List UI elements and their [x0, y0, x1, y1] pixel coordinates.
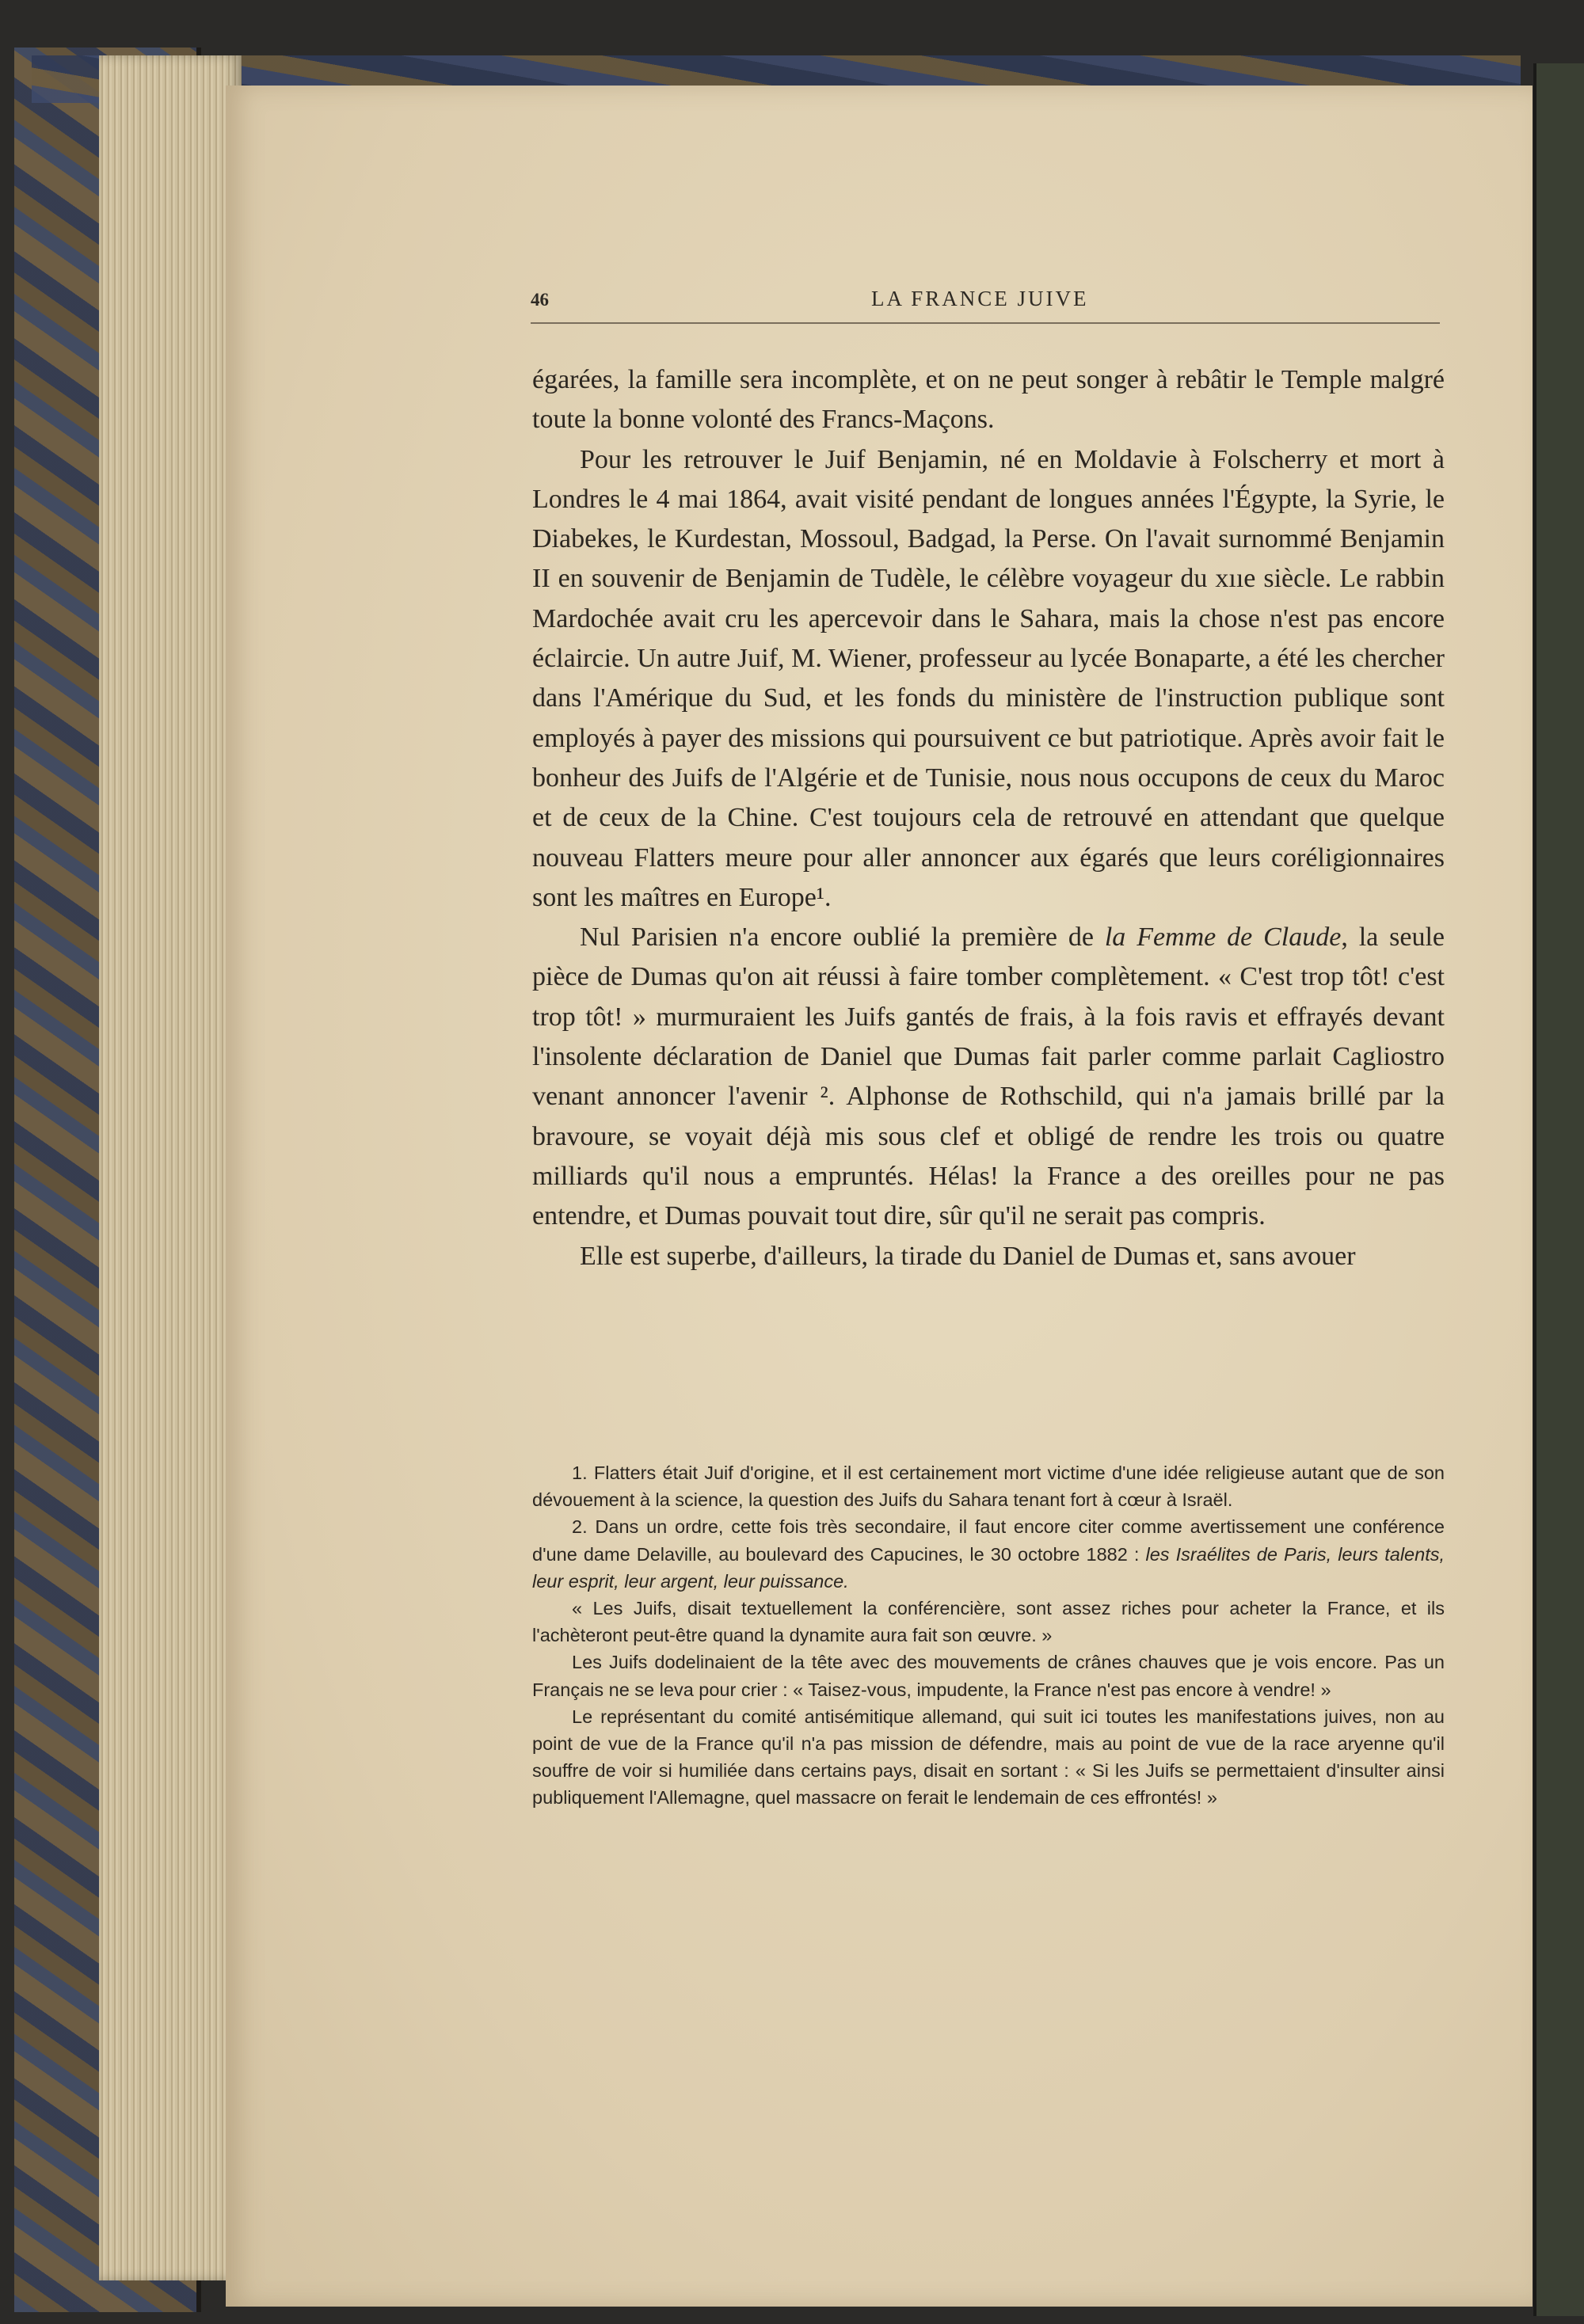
page-header — [531, 283, 1441, 323]
page-edges — [99, 55, 242, 2280]
footnote-2 — [532, 1513, 1445, 1595]
footnotes — [532, 1459, 1445, 1812]
page-number: 46 — [531, 290, 549, 310]
paragraph-3-text-a: Nul Parisien n'a encore oublié la première de — [580, 922, 1105, 953]
play-title: la Femme de Claude — [1104, 922, 1342, 953]
main-text — [532, 360, 1445, 1276]
header-rule — [531, 322, 1440, 324]
paragraph-4: Elle est superbe, d'ailleurs, la tirade du Daniel de Dumas et, sans avouer — [580, 1241, 1356, 1271]
paragraph-3-text-b: , la seule pièce de Dumas qu'on ait réussi à faire tomber complètement. « C'est trop tôt! c'est trop tôt! » murmuraient les Juifs gantés de frais, à la fois ravis et effrayés devant l'insolente déclaration de Daniel que Dumas fait parler comme parlait Cagliostro venant annoncer l'avenir ². Alphonse de Rothschild, qui n'a jamais brillé par la bravoure, se voyait déjà mis sous clef et obligé de rendre les trois ou quatre milliards qu'il nous a empruntés. Hélas! la France a des oreilles pour ne pas entendre, et Dumas pouvait tout dire, sûr qu'il ne serait pas compris. — [532, 922, 1445, 1231]
paragraph-3 — [532, 918, 1445, 1236]
footnote-quote-2: Les Juifs dodelinaient de la tête avec des mouvements de crânes chauves que je vois encore. Pas un Français ne se leva pour crier : « Taisez-vous, impudente, la France n'est pas encore à vendre! » — [532, 1652, 1445, 1700]
paragraph-1: égarées, la famille sera incomplète, et on ne peut songer à rebâtir le Temple malgré toute la bonne volonté des Francs-Maçons. — [532, 365, 1445, 435]
footnote-2-italic: les Israélites de Paris, leurs talents, leur esprit, leur argent, leur puissance. — [532, 1543, 1445, 1592]
footnote-1: 1. Flatters était Juif d'origine, et il est certainement mort victime d'une idée religieuse autant que de son dévouement à la science, la question des Juifs du Sahara tenant fort à cœur à Israël. — [532, 1462, 1445, 1511]
paragraph-2: Pour les retrouver le Juif Benjamin, né en Moldavie à Folscherry et mort à Londres le 4 mai 1864, avait visité pendant de longues années l'Égypte, la Syrie, le Diabekes, le Kurdestan, Mossoul, Badgad, la Perse. On l'avait surnommé Benjamin II en souvenir de Benjamin de Tudèle, le célèbre voyageur du xııe siècle. Le rabbin Mardochée avait cru les apercevoir dans le Sahara, mais la chose n'est pas encore éclaircie. Un autre Juif, M. Wiener, professeur au lycée Bonaparte, a été les chercher dans l'Amérique du Sud, et les fonds du ministère de l'instruction publique sont employés à payer des missions qui poursuivent ce but patriotique. Après avoir fait le bonheur des Juifs de l'Algérie et de Tunisie, nous nous occupons de ceux du Maroc et de ceux de la Chine. C'est toujours cela de retrouvé en attendant que quelque nouveau Flatters meure pour aller annoncer aux égarés que leurs coréligionnaires sont les maîtres en Europe¹. — [532, 444, 1445, 912]
footnote-quote-1: « Les Juifs, disait textuellement la conférencière, sont assez riches pour acheter la France, et ils l'achèteront peut-être quand la dynamite aura fait son œuvre. » — [532, 1598, 1445, 1646]
footnote-quote-3: Le représentant du comité antisémitique allemand, qui suit ici toutes les manifestations juives, non au point de vue de la France qu'il n'a pas mission de défendre, mais au point de vue de la race aryenne qu'il souffre de voir si humiliée dans certains pays, disait en sortant : « Si les Juifs se permettaient d'insulter ainsi publiquement l'Allemagne, quel massacre on ferait le lendemain de ces effrontés! » — [532, 1706, 1445, 1809]
footnote-2-text: 2. Dans un ordre, cette fois très secondaire, il faut encore citer comme avertissement une conférence d'une dame Delaville, au boulevard des Capucines, le 30 octobre 1882 : — [532, 1516, 1445, 1565]
running-title: LA FRANCE JUIVE — [871, 287, 1089, 310]
book-cover-right — [1533, 63, 1584, 2316]
